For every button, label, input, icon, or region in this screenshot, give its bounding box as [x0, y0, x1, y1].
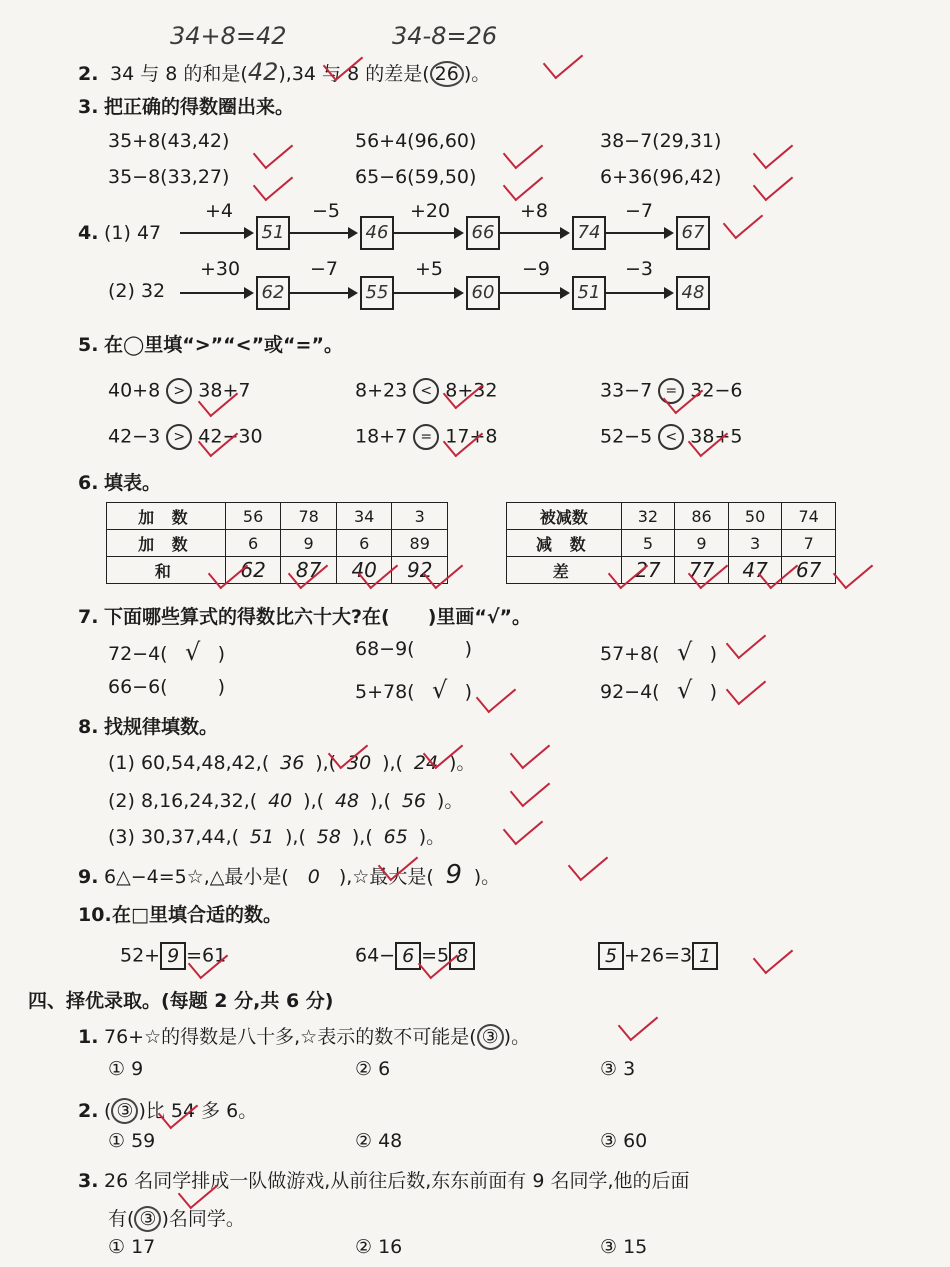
q3-item: 6+36(96,42) [600, 166, 722, 188]
answer-box[interactable]: 51 [256, 216, 290, 250]
q7-item: 92−4( √ ) [600, 676, 718, 704]
check-mark [726, 621, 766, 659]
q7-item: 57+8( √ ) [600, 638, 718, 666]
answer-box[interactable]: 48 [676, 276, 710, 310]
section-4-title: 四、择优录取。(每题 2 分,共 6 分) [28, 990, 334, 1012]
check-mark [253, 163, 293, 201]
answer-slot[interactable]: 0 [307, 866, 320, 888]
question-3-title: 3. 把正确的得数圈出来。 [78, 96, 295, 118]
option[interactable]: ③ 15 [600, 1236, 648, 1258]
q3-item: 38−7(29,31) [600, 130, 722, 152]
answer-slot[interactable]: 48 [334, 790, 360, 812]
handwritten-note-sum: 34+8=42 [170, 22, 287, 50]
check-mark [510, 731, 550, 769]
answer-slot[interactable]: 56 [401, 790, 426, 812]
question-10-title: 10.在□里填合适的数。 [78, 904, 282, 926]
check-mark [833, 551, 873, 589]
s4-question-3: 3. 26 名同学排成一队做游戏,从前往后数,东东前面有 9 名同学,他的后面 [78, 1170, 690, 1192]
answer-box[interactable]: 1 [692, 942, 718, 970]
answer-box[interactable]: 46 [360, 216, 394, 250]
answer-slot[interactable]: 9 [445, 860, 462, 890]
answer-slot[interactable]: √ [676, 638, 693, 666]
q5-item: 40+8 > 38+7 [108, 378, 250, 404]
check-mark [726, 667, 766, 705]
option[interactable]: ② 6 [355, 1058, 391, 1080]
arrow [180, 232, 252, 234]
arrow [500, 292, 568, 294]
answer-choice[interactable]: ③ [134, 1206, 161, 1232]
arrow [500, 232, 568, 234]
op-label: +30 [200, 258, 241, 280]
question-7-title: 7. 下面哪些算式的得数比六十大?在( )里画“√”。 [78, 606, 532, 628]
answer-choice[interactable]: ③ [477, 1024, 504, 1050]
arrow [290, 292, 356, 294]
check-mark [723, 201, 763, 239]
arrow [606, 292, 672, 294]
arrow [394, 292, 462, 294]
option[interactable]: ② 48 [355, 1130, 403, 1152]
answer-slot[interactable]: √ [431, 676, 448, 704]
q7-item: 66−6( ) [108, 676, 226, 698]
question-2: 2. 34 与 8 的和是(42),34 与 8 的差是( 26 )。 [78, 58, 491, 86]
q5-item: 52−5 < 38+5 [600, 424, 742, 450]
answer-box[interactable]: 51 [572, 276, 606, 310]
compare-circle[interactable]: = [658, 378, 684, 404]
op-label: +8 [520, 200, 549, 222]
s4-question-1: 1. 76+☆的得数是八十多,☆表示的数不可能是( ③ )。 [78, 1026, 531, 1048]
check-mark [476, 675, 516, 713]
op-label: −7 [625, 200, 654, 222]
compare-circle[interactable]: < [658, 424, 684, 450]
s4-question-3-cont: 有( ③ )名同学。 [108, 1208, 245, 1230]
q5-item: 42−3 > 42−30 [108, 424, 263, 450]
arrow [394, 232, 462, 234]
compare-circle[interactable]: = [413, 424, 439, 450]
check-mark [503, 807, 543, 845]
check-mark [753, 131, 793, 169]
q3-item: 65−6(59,50) [355, 166, 477, 188]
option[interactable]: ③ 3 [600, 1058, 636, 1080]
answer-slot[interactable]: 65 [383, 826, 408, 848]
answer-slot[interactable]: 51 [249, 826, 275, 848]
option[interactable]: ③ 60 [600, 1130, 648, 1152]
q3-item: 35−8(33,27) [108, 166, 230, 188]
compare-circle[interactable]: > [166, 378, 192, 404]
answer-slot[interactable]: 40 [268, 790, 293, 812]
answer-choice[interactable]: ③ [111, 1098, 138, 1124]
answer-26[interactable]: 26 [430, 61, 464, 87]
question-4-row1: 4. (1) 47 [78, 222, 162, 244]
q7-item: 72−4( √ ) [108, 638, 226, 666]
op-label: −3 [625, 258, 654, 280]
q3-item: 56+4(96,60) [355, 130, 477, 152]
handwritten-note-diff: 34-8=26 [392, 22, 498, 50]
question-5-title: 5. 在◯里填“>”“<”或“=”。 [78, 334, 343, 356]
check-mark [618, 1003, 658, 1041]
answer-box[interactable]: 8 [449, 942, 475, 970]
check-mark [753, 936, 793, 974]
option[interactable]: ① 9 [108, 1058, 144, 1080]
q10-equation-1: 52+ 9 =61 [120, 942, 226, 970]
q5-item: 33−7 = 32−6 [600, 378, 742, 404]
question-4-row2: (2) 32 [108, 280, 166, 302]
q7-item: 5+78( √ ) [355, 676, 473, 704]
answer-slot[interactable]: √ [676, 676, 693, 704]
sequence-3: (3) 30,37,44,( 51 ),( 58 ),( 65 )。 [108, 826, 446, 848]
check-mark [753, 163, 793, 201]
check-mark [568, 843, 608, 881]
check-mark [503, 131, 543, 169]
op-label: −7 [310, 258, 339, 280]
question-6-title: 6. 填表。 [78, 472, 162, 494]
check-mark [510, 769, 550, 807]
answer-box[interactable]: 74 [572, 216, 606, 250]
s4-question-2: 2. ( ③ )比 54 多 6。 [78, 1100, 258, 1122]
answer-slot[interactable]: 30 [347, 752, 372, 774]
op-label: +5 [415, 258, 444, 280]
option[interactable]: ② 16 [355, 1236, 403, 1258]
q5-item: 8+23 < 8+32 [355, 378, 497, 404]
arrow [606, 232, 672, 234]
q5-item: 18+7 = 17+8 [355, 424, 497, 450]
q7-item: 68−9( ) [355, 638, 473, 660]
arrow [290, 232, 356, 234]
answer-slot[interactable]: 58 [316, 826, 341, 848]
answer-slot[interactable]: 36 [280, 752, 305, 774]
answer-box[interactable]: 5 [598, 942, 624, 970]
q3-item: 35+8(43,42) [108, 130, 230, 152]
compare-circle[interactable]: > [166, 424, 192, 450]
compare-circle[interactable]: < [413, 378, 439, 404]
q10-equation-3: 5 +26=3 1 [598, 942, 718, 970]
check-mark [253, 131, 293, 169]
check-mark [543, 41, 583, 79]
answer-box[interactable]: 67 [676, 216, 710, 250]
answer-box[interactable]: 60 [466, 276, 500, 310]
sequence-1: (1) 60,54,48,42,( 36 ),( 30 ),( 24 )。 [108, 752, 476, 774]
sequence-2: (2) 8,16,24,32,( 40 ),( 48 ),( 56 )。 [108, 790, 464, 812]
question-9: 9. 6△−4=5☆,△最小是( 0 ),☆最大是( 9 )。 [78, 860, 501, 890]
op-label: +20 [410, 200, 451, 222]
q10-equation-2: 64− 6 =5 8 [355, 942, 475, 970]
check-mark [503, 163, 543, 201]
answer-box[interactable]: 62 [256, 276, 290, 310]
answer-box[interactable]: 66 [466, 216, 500, 250]
answer-slot[interactable]: 24 [413, 752, 439, 774]
answer-box[interactable]: 9 [160, 942, 186, 970]
addition-table: 加 数 56 78 34 3 加 数 6 9 6 89 和 62 87 40 92 [106, 502, 448, 584]
answer-42[interactable]: 42 [247, 58, 279, 86]
option[interactable]: ① 59 [108, 1130, 156, 1152]
question-8-title: 8. 找规律填数。 [78, 716, 219, 738]
option[interactable]: ① 17 [108, 1236, 156, 1258]
op-label: −5 [312, 200, 341, 222]
subtraction-table: 被减数 32 86 50 74 减 数 5 9 3 7 差 27 77 47 67 [506, 502, 836, 584]
answer-box[interactable]: 55 [360, 276, 394, 310]
answer-box[interactable]: 6 [395, 942, 421, 970]
answer-slot[interactable]: √ [184, 638, 201, 666]
arrow [180, 292, 252, 294]
op-label: +4 [205, 200, 234, 222]
op-label: −9 [522, 258, 551, 280]
